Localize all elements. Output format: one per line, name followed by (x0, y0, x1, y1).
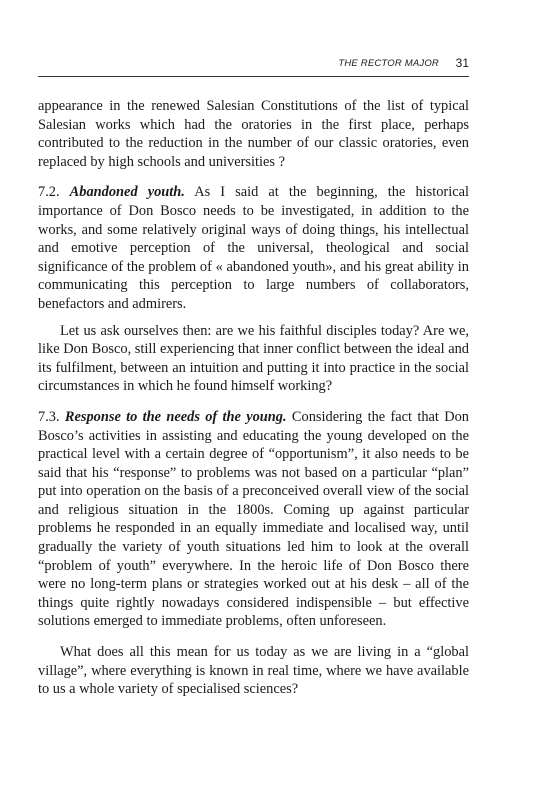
page-body (38, 97, 469, 699)
paragraph-faithful-disciples: Let us ask ourselves then: are we his faithful disciples today? Are we, like Don Bosco, still experiencing that inner conflict between the ideal and its fulfilment, between an intuition and putting it into practice in the social circumstances in which he found himself working? (38, 322, 469, 395)
section-heading-response-needs: Response to the needs of the young. (64, 408, 287, 425)
section-number: 7.2. (38, 184, 70, 201)
running-header-title: THE RECTOR MAJOR (338, 58, 439, 69)
running-header (38, 56, 469, 77)
paragraph-continued: appearance in the renewed Salesian Constitutions of the list of typical Salesian works which had the oratories in the first place, perhaps contributed to the reduction in the number of our classic oratories, even replaced by high schools and universities ? (38, 98, 469, 170)
section-text: As I said at the beginning, the historical importance of Don Bosco needs to be investigated, in addition to the works, and some relatively original ways of doing things, his intellectual and emotive perception of the universal, theological and social significance of the problem of « abandoned youth», and his great ability in communicating this perception to large numbers of collaborators, benefactors and admirers. (38, 184, 469, 312)
page-number: 31 (455, 56, 469, 70)
paragraph-abandoned-youth (38, 183, 469, 313)
paragraph-global-village: What does all this mean for us today as we are living in a “global village”, where everything is known in real time, where we have available to us a whole variety of specialised sciences? (38, 644, 469, 698)
section-text: Considering the fact that Don Bosco’s activities in assisting and educating the young developed on the practical level with a certain degree of “opportunism”, it also needs to be said that his “response” to problems was not based on a particular “plan” put into operation on the basis of a preconceived overall view of the social and religious situation in the 1800s. Coming up against particular problems he responded in an equally immediate and localised way, until gradually the variety of youth situations led him to look at the overall “problem of youth” everywhere. In the heroic life of Don Bosco there were no long-term plans or strategies worked out at his desk – all of the things quite rightly nowadays considered indispensible – but effective solutions emerged to immediate problems, often unforeseen. (38, 408, 469, 630)
section-heading-abandoned-youth: Abandoned youth. (69, 184, 185, 201)
section-number: 7.3. (38, 408, 65, 425)
paragraph-response-needs (38, 408, 469, 631)
